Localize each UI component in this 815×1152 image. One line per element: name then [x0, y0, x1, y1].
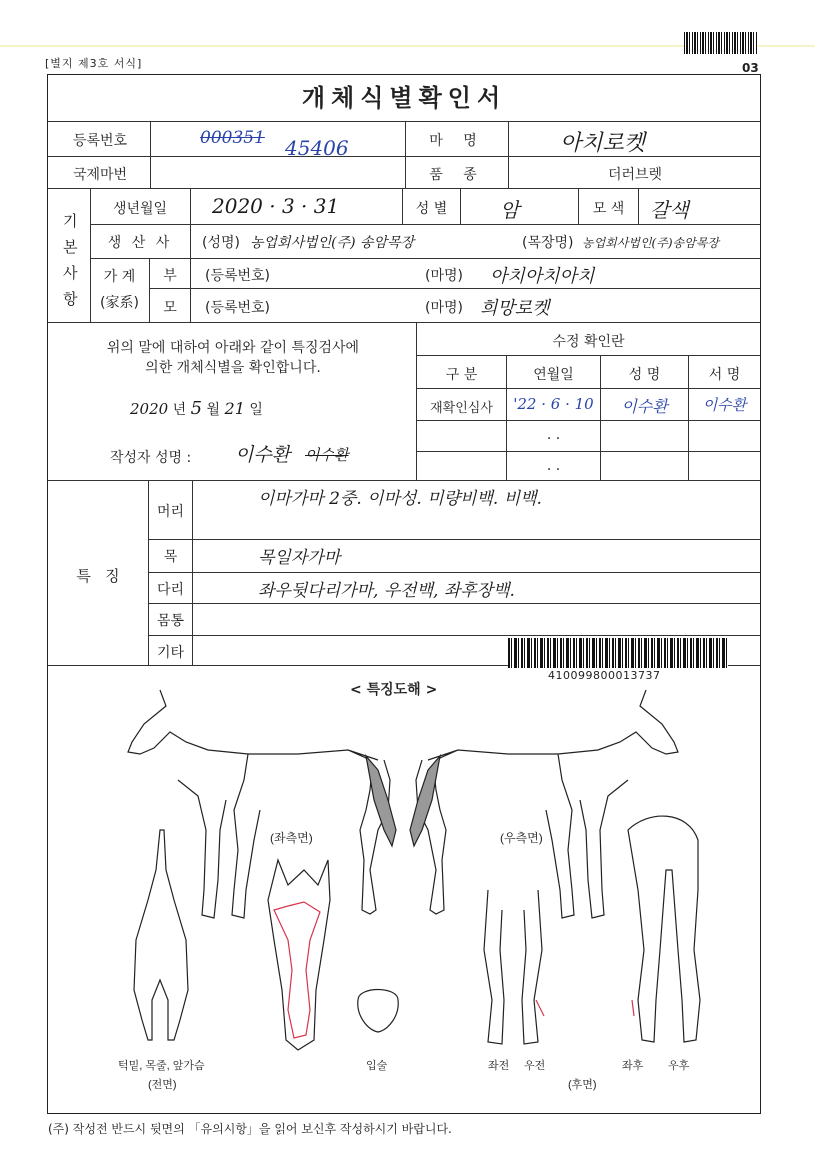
- sex-label: 성 별: [415, 201, 448, 217]
- recheck-name-value: 이수환: [621, 397, 668, 416]
- front-parts-caption: 턱밑, 목줄, 앞가슴: [118, 1060, 205, 1072]
- birth-date-label: 생년월일: [112, 201, 168, 217]
- amend-col-sign: 서 명: [708, 367, 741, 383]
- document-title: 개체식별확인서: [301, 84, 507, 112]
- writer-signature: 이수환: [305, 446, 349, 464]
- left-horse-tail: [366, 756, 396, 846]
- top-barcode: [684, 32, 758, 54]
- right-front-marking: [536, 1000, 544, 1016]
- markings-diagram: [48, 670, 760, 1110]
- breeder-name-tag: (성명): [202, 235, 240, 251]
- head-front-view: [268, 860, 330, 1050]
- writer-label: 작성자 성명 :: [110, 450, 192, 466]
- neck-label: 목: [163, 549, 178, 565]
- body-label: 몸통: [156, 613, 185, 629]
- reg-no-old-value: 000351: [200, 128, 265, 148]
- dam-label: 모: [163, 300, 177, 316]
- recheck-label: 재확인심사: [430, 401, 493, 416]
- breeder-name-value: 농업회사법인(주) 송암목장: [250, 235, 415, 251]
- front-legs-view: [484, 890, 542, 1044]
- lips-caption: 입술: [366, 1060, 388, 1072]
- amend-col-type: 구 분: [445, 367, 478, 383]
- leg-features-value: 좌우뒷다리가마, 우전백, 좌후장백.: [258, 581, 515, 601]
- pedigree-label: 가 계: [103, 269, 136, 285]
- right-front-caption: 우전: [524, 1060, 546, 1072]
- lips-view: [358, 990, 398, 1033]
- amend-col-name: 성 명: [628, 367, 661, 383]
- barcode: [508, 638, 728, 668]
- right-side-horse: [416, 690, 678, 918]
- head-features-value: 이마가마 2중. 이마성. 미량비백. 비백.: [258, 489, 542, 509]
- page-number: 03: [742, 61, 759, 75]
- footnote: (주) 작성전 반드시 뒷면의 「유의시항」을 읽어 보신후 작성하시기 바랍니다.: [48, 1122, 452, 1136]
- pedigree-hanja: (家系): [100, 295, 139, 311]
- sire-name-value: 아치아치아치: [490, 266, 595, 287]
- sire-name-tag: (마명): [425, 268, 463, 284]
- dam-name-tag: (마명): [425, 300, 463, 316]
- coat-color-value: 갈색: [650, 198, 689, 222]
- horse-name-label: 마 명: [429, 133, 485, 149]
- amend-date-blank-2: . .: [546, 458, 561, 474]
- sire-reg-tag: (등록번호): [205, 268, 271, 284]
- sex-value: 암: [500, 198, 520, 222]
- left-side-caption: (좌측면): [270, 831, 313, 845]
- breed-value: 더러브렛: [607, 167, 663, 183]
- right-horse-tail: [410, 756, 440, 846]
- confirm-text-1: 위의 말에 대하여 아래와 같이 특징검사에: [106, 340, 360, 356]
- right-hind-caption: 우후: [668, 1060, 690, 1072]
- sire-label: 부: [163, 268, 177, 284]
- dam-reg-tag: (등록번호): [205, 300, 271, 316]
- features-label: 특 징: [76, 567, 120, 585]
- confirm-date: 2020 년 5 월 21 일: [130, 398, 263, 419]
- date-day-value: 21: [224, 399, 245, 418]
- recheck-sign-value: 이수환: [702, 396, 747, 414]
- front-view-caption: (전면): [148, 1079, 177, 1091]
- left-front-caption: 좌전: [488, 1060, 510, 1072]
- amend-title: 수정 확인란: [552, 334, 625, 350]
- date-year-value: 2020: [130, 400, 169, 418]
- recheck-date-value: '22 · 6 · 10: [513, 395, 594, 413]
- etc-label: 기타: [156, 645, 185, 661]
- horse-name-value: 아치로켓: [560, 131, 646, 156]
- leg-label: 다리: [156, 582, 185, 598]
- confirm-text-2: 의한 개체식별을 확인합니다.: [145, 360, 321, 376]
- head-marking: [274, 902, 320, 1038]
- breeder-label: 생 산 사: [107, 235, 173, 251]
- basic-info-label: 기 본 사 항: [63, 212, 78, 308]
- intl-no-label: 국제마번: [72, 167, 128, 183]
- farm-name-value: 농업회사법인(주)송암목장: [582, 236, 719, 250]
- diagram-title: < 특징도해 >: [350, 682, 438, 698]
- farm-name-tag: (목장명): [522, 235, 574, 251]
- front-chest-view: [134, 830, 188, 1040]
- amend-date-blank-1: . .: [546, 427, 561, 443]
- rear-view: [628, 816, 700, 1042]
- dam-name-value: 희망로켓: [480, 298, 550, 319]
- form-number: [별지 제3호 서식]: [45, 57, 143, 70]
- rear-view-caption: (후면): [568, 1079, 597, 1091]
- reg-no-label: 등록번호: [72, 133, 128, 149]
- coat-color-label: 모 색: [592, 201, 625, 217]
- birth-date-value: 2020 · 3 · 31: [212, 194, 340, 218]
- barcode-number: 410099800013737: [548, 669, 661, 682]
- left-hind-caption: 좌후: [622, 1060, 644, 1072]
- writer-name-value: 이수환: [235, 444, 291, 466]
- amend-col-date: 연월일: [533, 367, 574, 383]
- reg-no-value: 45406: [285, 136, 349, 160]
- head-label: 머리: [156, 504, 185, 520]
- right-side-caption: (우측면): [500, 831, 543, 845]
- left-side-horse: [128, 690, 390, 918]
- date-month-value: 5: [190, 398, 203, 419]
- left-hind-marking: [632, 1000, 634, 1016]
- neck-features-value: 목일자가마: [258, 548, 341, 568]
- breed-label: 품 종: [429, 167, 485, 183]
